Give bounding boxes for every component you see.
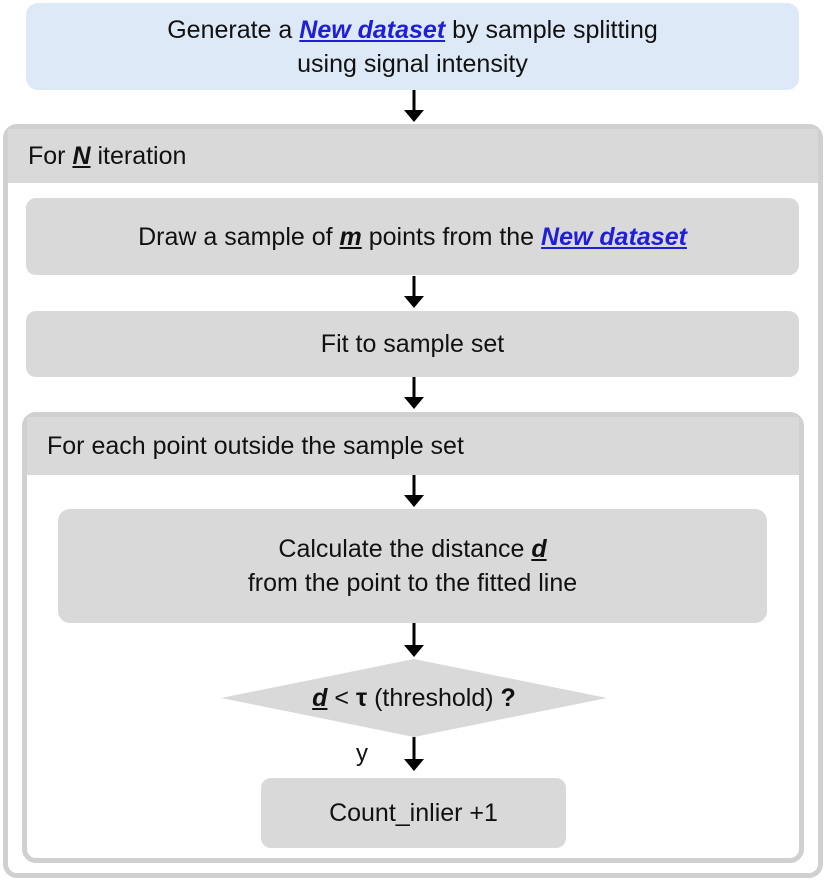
arrow-down-icon bbox=[402, 623, 426, 659]
draw-sample-box bbox=[26, 198, 799, 275]
generate-text-pre: Generate a bbox=[167, 15, 293, 44]
generate-line-2: using signal intensity bbox=[297, 49, 528, 78]
calculate-distance-box bbox=[58, 509, 767, 623]
decision-text bbox=[312, 681, 516, 715]
distance-line-2: from the point to the fitted line bbox=[247, 569, 578, 597]
yes-label: y bbox=[356, 740, 368, 767]
count-inlier-box bbox=[261, 778, 566, 848]
decision-question: ? bbox=[500, 684, 516, 712]
fit-sample-label: Fit to sample set bbox=[320, 330, 505, 358]
generate-line-1 bbox=[167, 13, 658, 47]
fit-sample-box bbox=[26, 311, 799, 377]
arrow-down-icon bbox=[402, 90, 426, 124]
new-dataset-link[interactable]: New dataset bbox=[299, 15, 446, 44]
new-dataset-link-2[interactable]: New dataset bbox=[541, 222, 687, 251]
decision-label bbox=[221, 659, 607, 737]
distance-text-pre: Calculate the distance bbox=[278, 535, 525, 563]
inner-loop-label: For each point outside the sample set bbox=[47, 431, 464, 460]
decision-op: < bbox=[334, 684, 350, 712]
decision-var-d: d bbox=[312, 684, 328, 712]
arrow-down-icon bbox=[402, 737, 426, 773]
outer-loop-text-pre: For bbox=[28, 141, 66, 170]
var-d: d bbox=[531, 535, 547, 563]
outer-loop-text-post: iteration bbox=[97, 141, 187, 170]
arrow-down-icon bbox=[402, 475, 426, 509]
distance-line-1 bbox=[278, 532, 546, 566]
draw-text-mid: points from the bbox=[368, 222, 535, 251]
decision-tau: τ bbox=[355, 684, 368, 712]
generate-text-post: by sample splitting bbox=[452, 15, 658, 44]
arrow-down-icon bbox=[402, 276, 426, 310]
count-inlier-label: Count_inlier +1 bbox=[329, 799, 498, 827]
var-n: N bbox=[72, 141, 91, 170]
draw-sample-line bbox=[138, 220, 687, 254]
draw-text-pre: Draw a sample of bbox=[138, 222, 333, 251]
generate-dataset-box bbox=[26, 3, 799, 90]
outer-loop-header bbox=[8, 129, 818, 183]
var-m: m bbox=[339, 222, 362, 251]
decision-threshold: (threshold) bbox=[374, 684, 494, 712]
inner-loop-header bbox=[27, 417, 799, 475]
arrow-down-icon bbox=[402, 377, 426, 411]
